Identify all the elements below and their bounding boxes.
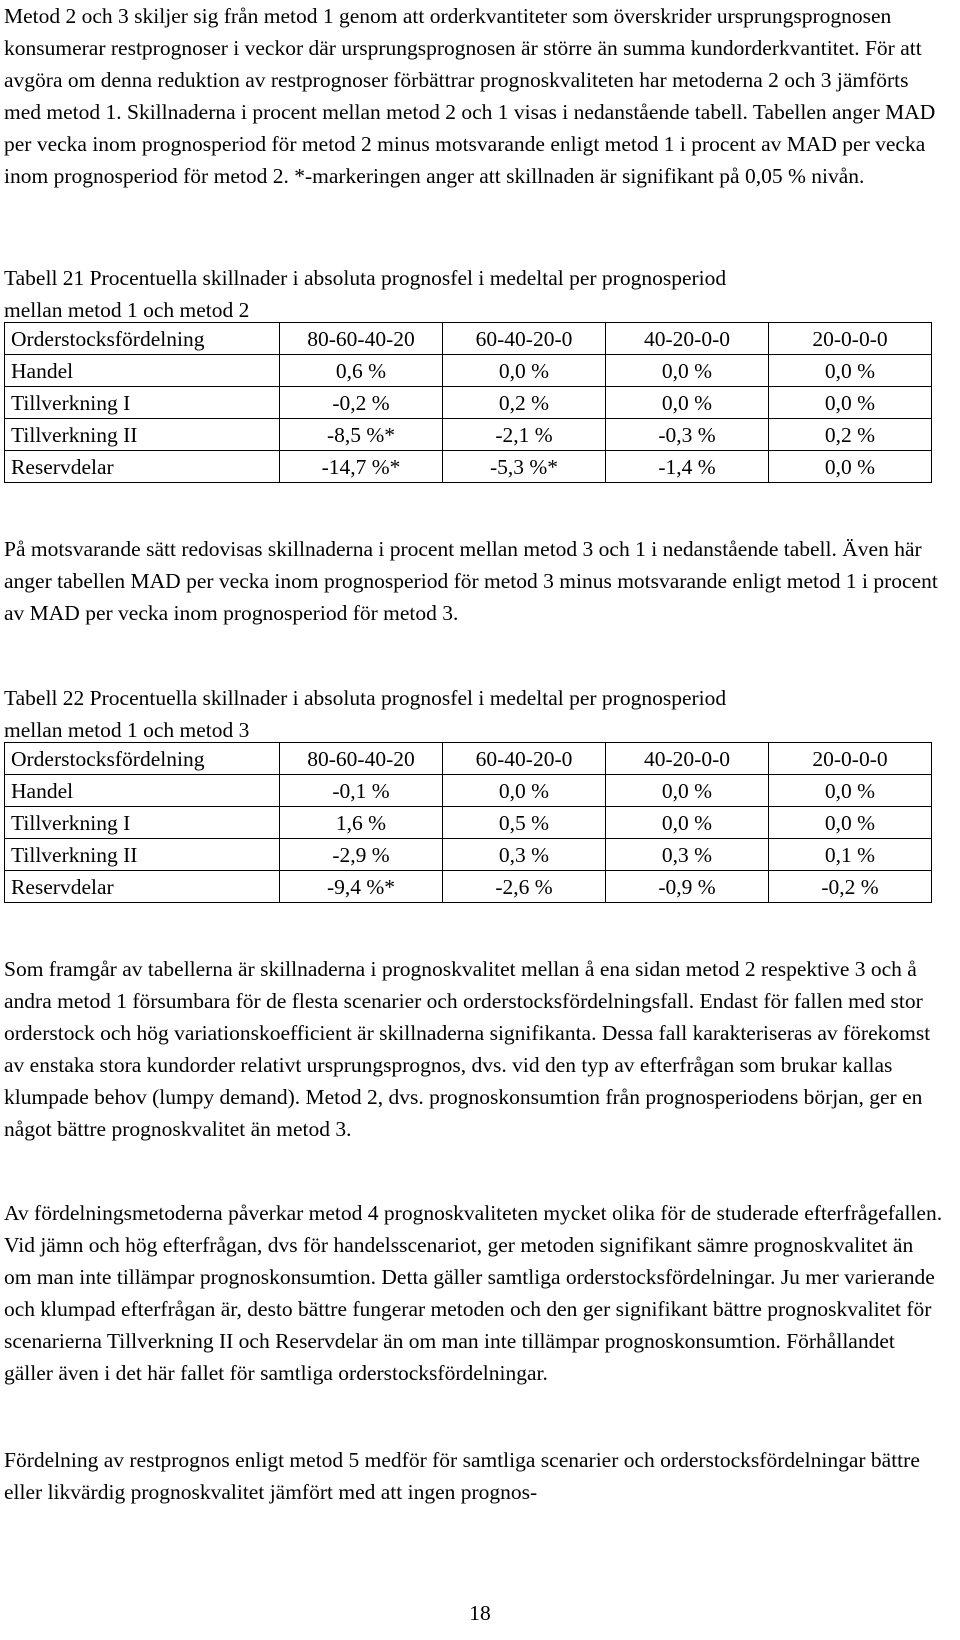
table-cell: 0,3 % (443, 839, 606, 871)
table-row (5, 775, 932, 807)
row-label: Tillverkning II (5, 839, 280, 871)
table-cell: 0,2 % (443, 387, 606, 419)
table-row (5, 807, 932, 839)
table-row (5, 419, 932, 451)
table-cell: 0,3 % (606, 839, 769, 871)
table-row (5, 871, 932, 903)
table-row (5, 387, 932, 419)
paragraph-intro: Metod 2 och 3 skiljer sig från metod 1 genom att orderkvantiteter som överskrider ursprungsprognosen konsumerar restprognoser i veckor där ursprungsprognosen är större än summa kundorderkvantitet. För att avgöra om denna reduktion av restprognoser förbättrar prognoskvaliteten har metoderna 2 och 3 jämförts med metod 1. Skillnaderna i procent mellan metod 2 och 1 visas i nedanstående tabell. Tabellen anger MAD per vecka inom prognosperiod för metod 2 minus motsvarande enligt metod 1 i procent av MAD per vecka inom prognosperiod för metod 2. *-markeringen anger att skillnaden är signifikant på 0,05 % nivån. (4, 4, 936, 188)
table-cell: 0,6 % (280, 355, 443, 387)
row-label: Handel (5, 775, 280, 807)
row-label: Tillverkning II (5, 419, 280, 451)
table-21-caption-line2: mellan metod 1 och metod 2 (4, 298, 250, 322)
table-header-cell: 40-20-0-0 (606, 323, 769, 355)
paragraph-comparison-summary: Som framgår av tabellerna är skillnaderna i prognoskvalitet mellan å ena sidan metod 2 respektive 3 och å andra metod 1 försumbara för de flesta scenarier och orderstocksfördelningsfall. Endast för fallen med stor orderstock och hög variationskoefficient är skillnaderna signifikanta. Dessa fall karakteriseras av förekomst av enstaka stora kundorder relativt ursprungsprognos, dvs. vid den typ av efterfrågan som brukar kallas klumpade behov (lumpy demand). Metod 2, dvs. prognoskonsumtion från prognosperiodens början, ger en något bättre prognoskvalitet än metod 3. (4, 957, 931, 1141)
table-cell: -0,1 % (280, 775, 443, 807)
table-header-cell: 20-0-0-0 (769, 743, 932, 775)
table-22-caption (4, 682, 944, 746)
table-cell: 0,0 % (769, 387, 932, 419)
table-cell: -2,1 % (443, 419, 606, 451)
table-row (5, 355, 932, 387)
page-number: 18 (469, 1601, 491, 1625)
paragraph-method4: Av fördelningsmetoderna påverkar metod 4 prognoskvaliteten mycket olika för de studerade efterfrågefallen. Vid jämn och hög efterfrågan, dvs för handelsscenariot, ger metoden signifikant sämre prognoskvalitet än om man inte tillämpar prognoskonsumtion. Detta gäller samtliga orderstocksfördelningar. Ju mer varierande och klumpad efterfrågan är, desto bättre fungerar metoden och den ger signifikant bättre prognoskvalitet för scenarierna Tillverkning II och Reservdelar än om man inte tillämpar prognoskonsumtion. Förhållandet gäller även i det här fallet för samtliga orderstocksfördelningar. (4, 1201, 943, 1385)
table-cell: -0,9 % (606, 871, 769, 903)
table-cell: -9,4 %* (280, 871, 443, 903)
row-label: Handel (5, 355, 280, 387)
table-header-row (5, 323, 932, 355)
table-header-cell: 40-20-0-0 (606, 743, 769, 775)
table-cell: -0,2 % (769, 871, 932, 903)
table-row (5, 839, 932, 871)
table-cell: 0,0 % (443, 355, 606, 387)
table-cell: -2,6 % (443, 871, 606, 903)
table-cell: -5,3 %* (443, 451, 606, 483)
table-cell: 0,0 % (606, 355, 769, 387)
table-22-caption-line1: Tabell 22 Procentuella skillnader i absoluta prognosfel i medeltal per prognosperiod (4, 686, 727, 710)
row-label: Reservdelar (5, 871, 280, 903)
table-cell: 0,0 % (769, 451, 932, 483)
row-label: Tillverkning I (5, 387, 280, 419)
table-header-cell: 60-40-20-0 (443, 323, 606, 355)
table-cell: 1,6 % (280, 807, 443, 839)
table-22-caption-line2: mellan metod 1 och metod 3 (4, 718, 250, 742)
table-21-caption-line1: Tabell 21 Procentuella skillnader i absoluta prognosfel i medeltal per prognosperiod (4, 266, 727, 290)
table-cell: 0,0 % (606, 807, 769, 839)
row-label: Tillverkning I (5, 807, 280, 839)
table-cell: -1,4 % (606, 451, 769, 483)
table-cell: 0,0 % (769, 807, 932, 839)
table-cell: 0,5 % (443, 807, 606, 839)
table-cell: 0,2 % (769, 419, 932, 451)
table-21 (4, 322, 932, 483)
table-cell: -14,7 %* (280, 451, 443, 483)
table-22 (4, 742, 932, 903)
table-cell: -0,2 % (280, 387, 443, 419)
table-cell: 0,0 % (606, 387, 769, 419)
table-cell: 0,0 % (769, 775, 932, 807)
table-header-cell: 80-60-40-20 (280, 323, 443, 355)
row-label: Reservdelar (5, 451, 280, 483)
table-cell: -0,3 % (606, 419, 769, 451)
table-header-cell: 20-0-0-0 (769, 323, 932, 355)
table-row (5, 451, 932, 483)
table-cell: 0,1 % (769, 839, 932, 871)
paragraph-table22-intro: På motsvarande sätt redovisas skillnaderna i procent mellan metod 3 och 1 i nedanstående tabell. Även här anger tabellen MAD per vecka inom prognosperiod för metod 3 minus motsvarande enligt metod 1 i procent av MAD per vecka inom prognosperiod för metod 3. (4, 537, 938, 625)
table-header-cell: Orderstocksfördelning (5, 743, 280, 775)
table-cell: 0,0 % (769, 355, 932, 387)
table-header-row (5, 743, 932, 775)
table-cell: 0,0 % (443, 775, 606, 807)
table-header-cell: 80-60-40-20 (280, 743, 443, 775)
table-21-caption (4, 262, 944, 326)
paragraph-method5: Fördelning av restprognos enligt metod 5 medför för samtliga scenarier och orderstocksfördelningar bättre eller likvärdig prognoskvalitet jämfört med att ingen prognos- (4, 1448, 920, 1504)
table-header-cell: 60-40-20-0 (443, 743, 606, 775)
table-cell: -8,5 %* (280, 419, 443, 451)
table-cell: 0,0 % (606, 775, 769, 807)
table-cell: -2,9 % (280, 839, 443, 871)
table-header-cell: Orderstocksfördelning (5, 323, 280, 355)
